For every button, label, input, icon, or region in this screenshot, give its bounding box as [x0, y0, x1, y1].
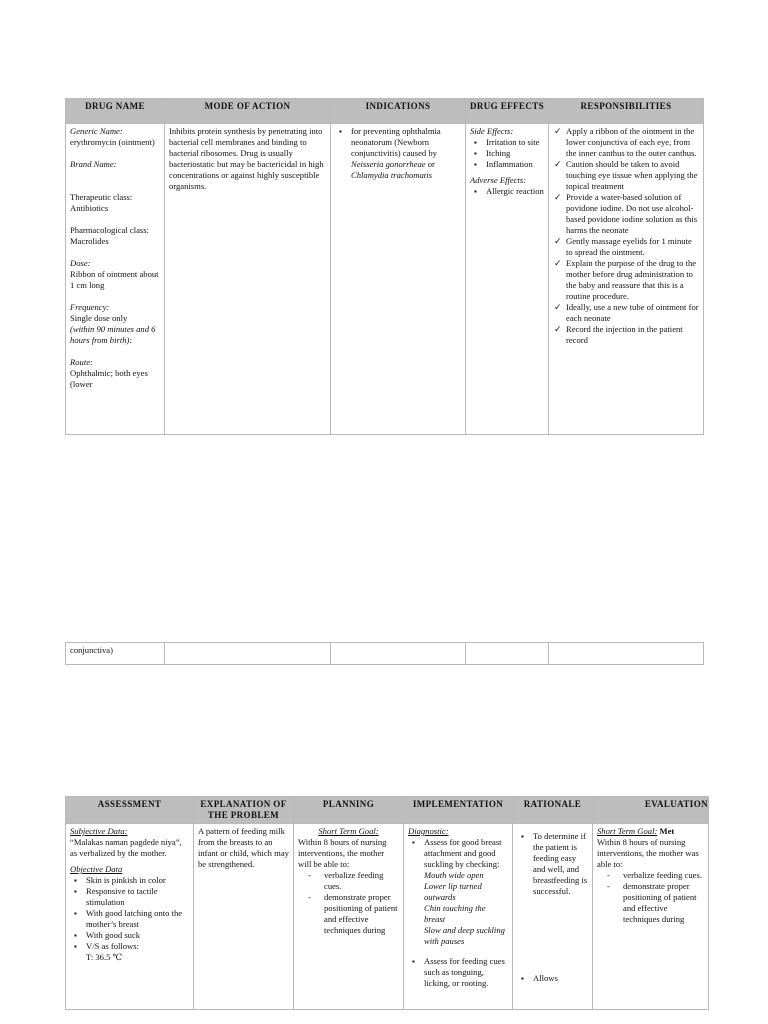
dose-label: Dose: — [70, 258, 91, 268]
generic-name-label: Generic Name: — [70, 126, 123, 136]
evaluation-label: Short Term Goal: — [597, 826, 658, 836]
header-rationale: RATIONALE — [513, 797, 593, 824]
drug-effects-cell — [466, 124, 549, 435]
implementation-cell — [404, 824, 513, 1010]
subjective-label: Subjective Data: — [70, 826, 128, 836]
planning-list — [298, 870, 399, 936]
objective-list — [70, 875, 189, 952]
header-planning: PLANNING — [294, 797, 404, 824]
list-item: ✓ Explain the purpose of the drug to the mother before drug administration to the baby and reassure that this is a routine procedure. — [553, 258, 699, 302]
check-lip: Lower lip turned outwards — [424, 881, 482, 902]
brand-name-label: Brand Name: — [70, 159, 117, 169]
nursing-care-plan-table — [65, 796, 709, 1010]
responsibilities-cell — [549, 124, 704, 435]
list-item: ✓ Gently massage eyelids for 1 minute to spread the ointment. — [553, 236, 699, 258]
route-label: Route: — [70, 357, 93, 367]
list-item: ▪ V/S as follows: — [70, 941, 189, 952]
implementation-list — [408, 837, 508, 989]
list-item: ✓ Apply a ribbon of the ointment in the lower conjunctiva of each eye, from the inner canthus to the outer canthus. — [553, 126, 699, 159]
list-item: ▪ Itching — [470, 148, 544, 159]
header-responsibilities: RESPONSIBILITIES — [549, 99, 704, 124]
list-item: - demonstrate proper positioning of patient and effective techniques during — [597, 881, 704, 925]
continuation-cell: conjunctiva) — [66, 643, 165, 665]
side-effects-list — [470, 137, 544, 170]
list-item: ▪ With good latching onto the mother’s breast — [70, 908, 189, 930]
drug-study-table — [65, 98, 704, 435]
assessment-cell — [66, 824, 194, 1010]
header-drug-name: DRUG NAME — [66, 99, 165, 124]
check-chin: Chin touching the breast — [424, 903, 486, 924]
list-item: ▪ With good suck — [70, 930, 189, 941]
rationale-list — [517, 831, 588, 984]
list-item: ▪ Irritation to site — [470, 137, 544, 148]
organism-2: Chlamydia trachomatis — [351, 170, 432, 180]
list-item — [408, 837, 508, 947]
header-drug-effects: DRUG EFFECTS — [466, 99, 549, 124]
evaluation-status: Met — [659, 826, 675, 836]
evaluation-list — [597, 870, 704, 925]
list-item: - demonstrate proper positioning of patient and effective techniques during — [298, 892, 399, 936]
header-mode-of-action: MODE OF ACTION — [165, 99, 331, 124]
list-item: - verbalize feeding cues. — [298, 870, 399, 892]
list-item: ▪ Assess for feeding cues such as tonguing, licking, or rooting. — [408, 956, 508, 989]
check-mouth: Mouth wide open — [424, 870, 484, 880]
explanation-cell — [194, 824, 294, 1010]
header-implementation: IMPLEMENTATION — [404, 797, 513, 824]
care-plan-header-row — [66, 797, 709, 824]
rationale-cell — [513, 824, 593, 1010]
drug-table-row — [66, 124, 704, 435]
list-item — [335, 126, 461, 181]
frequency-note: (within 90 minutes and 6 hours from birth): — [70, 324, 156, 345]
responsibilities-list — [553, 126, 699, 346]
mode-of-action-cell — [165, 124, 331, 435]
header-indications: INDICATIONS — [331, 99, 466, 124]
list-item: ▪ To determine if the patient is feeding easy and well, and breastfeeding is successful. — [517, 831, 588, 897]
planning-label: Short Term Goal: — [318, 826, 379, 836]
explanation-text: A pattern of feeding milk from the breasts to an infant or child, which may be strengthened. — [198, 826, 289, 869]
list-item: ▪ Inflammation — [470, 159, 544, 170]
drug-name-cell — [66, 124, 165, 435]
list-item: ▪ Allows — [517, 973, 588, 984]
check-suckling: Slow and deep suckling with pauses — [424, 925, 505, 946]
list-item: ✓ Ideally, use a new tube of ointment for each neonate — [553, 302, 699, 324]
generic-name-value: erythromycin (ointment) — [70, 137, 155, 147]
frequency-label: Frequency: — [70, 302, 110, 312]
indications-list — [335, 126, 461, 181]
list-item: ▪ Responsive to tactile stimulation — [70, 886, 189, 908]
list-item: ✓ Record the injection in the patient record — [553, 324, 699, 346]
evaluation-cell — [593, 824, 709, 1010]
implementation-item-1: Assess for good breast attachment and good suckling by checking: — [424, 837, 502, 869]
therapeutic-class: Therapeutic class: Antibiotics — [70, 192, 133, 213]
planning-intro: Within 8 hours of nursing interventions, the mother will be able to: — [298, 837, 387, 869]
header-assessment: ASSESSMENT — [66, 797, 194, 824]
list-item: ▪ Allergic reaction — [470, 186, 544, 197]
subjective-quote: “Malakas naman pagdede niya”, as verbalized by the mother. — [70, 837, 182, 858]
planning-cell — [294, 824, 404, 1010]
drug-table-header-row — [66, 99, 704, 124]
indications-cell — [331, 124, 466, 435]
care-plan-row — [66, 824, 709, 1010]
organism-1: Neisseria gonorrheae — [351, 159, 426, 169]
drug-study-continuation — [65, 642, 704, 665]
header-explanation: EXPLANATION OF THE PROBLEM — [194, 797, 294, 824]
diagnostic-label: Diagnostic: — [408, 826, 449, 836]
route-value: Ophthalmic; both eyes (lower — [70, 368, 148, 389]
side-effects-label: Side Effects: — [470, 126, 514, 136]
indication-or: or — [425, 159, 435, 169]
list-item: ▪ Skin is pinkish in color — [70, 875, 189, 886]
pharmacological-class: Pharmacological class: Macrolides — [70, 225, 149, 246]
header-evaluation: EVALUATION — [593, 797, 709, 824]
evaluation-intro: Within 8 hours of nursing interventions, the mother was able to: — [597, 837, 699, 869]
dose-value: Ribbon of ointment about 1 cm long — [70, 269, 159, 290]
indication-text: for preventing ophthalmia neonatorum (Newborn conjunctivitis) caused by — [351, 126, 441, 158]
adverse-effects-list — [470, 186, 544, 197]
list-item: ✓ Provide a water-based solution of povidone iodine. Do not use alcohol-based povidone iodine solution as this harms the neonate — [553, 192, 699, 236]
frequency-value: Single dose only — [70, 313, 128, 323]
mode-of-action-text: Inhibits protein synthesis by penetrating into bacterial cell membranes and binding to bacterial ribosomes. Drug is usually bacteriostatic but may be bactericidal in high concentrations or against highly susceptible organisms. — [169, 126, 324, 191]
temperature-value: T: 36.5 ℃ — [86, 952, 123, 962]
list-item: - verbalize feeding cues. — [597, 870, 704, 881]
table-row — [66, 643, 704, 665]
adverse-effects-label: Adverse Effects: — [470, 175, 527, 185]
list-item: ✓ Caution should be taken to avoid touching eye tissue when applying the topical treatment — [553, 159, 699, 192]
objective-label: Objective Data — [70, 864, 123, 874]
